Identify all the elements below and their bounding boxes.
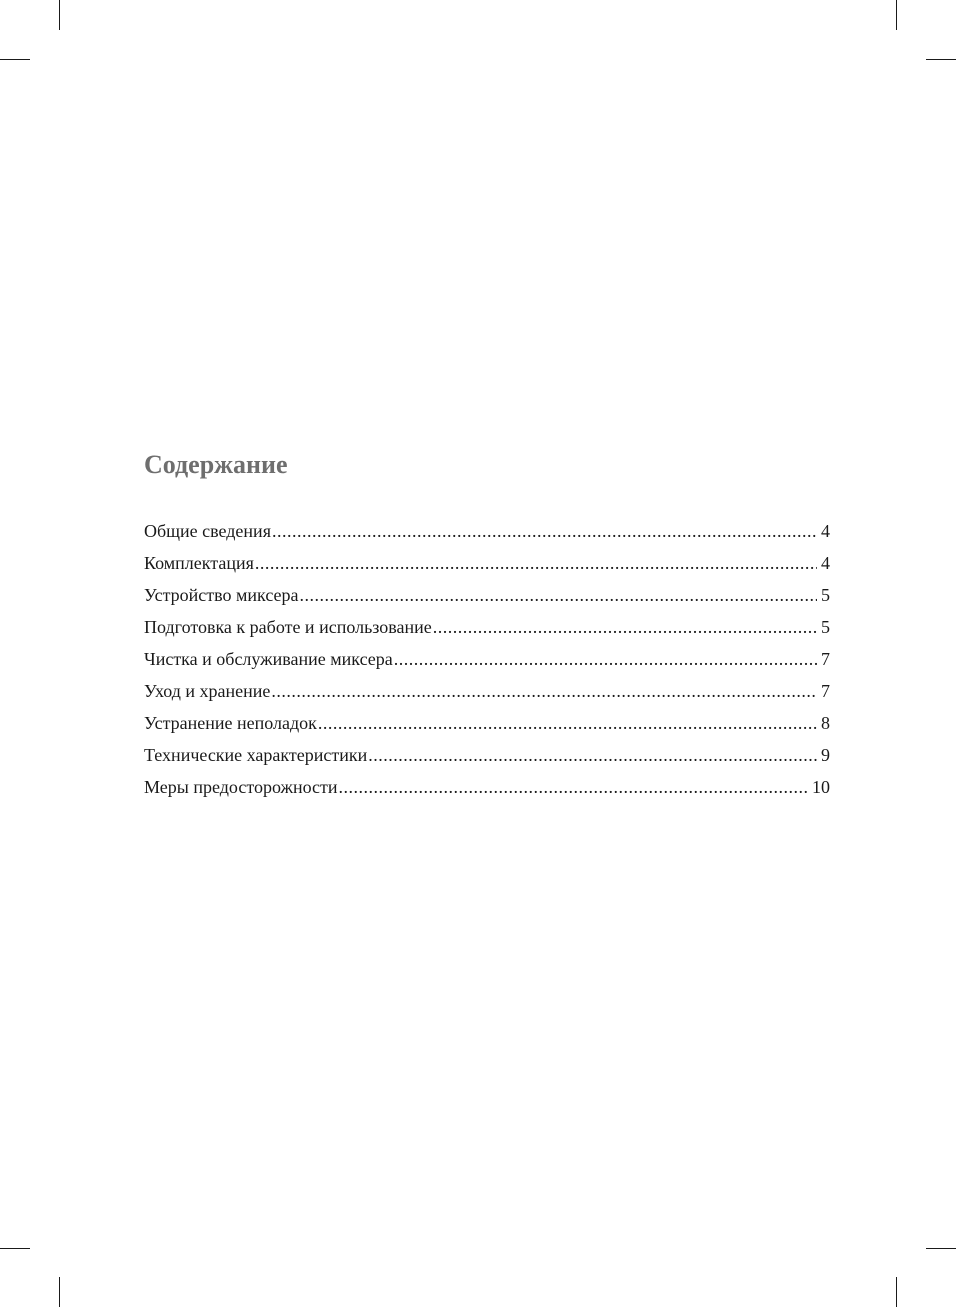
crop-mark-top-left-vertical — [59, 0, 60, 30]
toc-list — [144, 515, 830, 803]
toc-entry-page: 10 — [812, 777, 830, 797]
toc-entry-label: Общие сведения — [144, 521, 271, 541]
toc-entry[interactable] — [144, 707, 830, 739]
toc-dot-leader — [255, 547, 817, 579]
crop-mark-top-left-horizontal — [0, 59, 30, 60]
toc-title: Содержание — [144, 450, 288, 479]
toc-entry-page: 8 — [821, 713, 830, 733]
toc-entry-page: 7 — [821, 649, 830, 669]
toc-entry-page: 9 — [821, 745, 830, 765]
toc-dot-leader — [339, 771, 808, 803]
table-of-contents — [144, 448, 830, 803]
toc-dot-leader — [394, 643, 817, 675]
toc-entry-label: Меры предосторожности — [144, 777, 338, 797]
toc-entry-page: 4 — [821, 553, 830, 573]
toc-dot-leader — [271, 675, 817, 707]
toc-entry[interactable] — [144, 611, 830, 643]
toc-dot-leader — [433, 611, 817, 643]
toc-entry[interactable] — [144, 739, 830, 771]
toc-dot-leader — [368, 739, 817, 771]
toc-entry-label: Подготовка к работе и использование — [144, 617, 432, 637]
toc-entry-page: 5 — [821, 617, 830, 637]
toc-entry-label: Чистка и обслуживание миксера — [144, 649, 393, 669]
toc-entry-page: 4 — [821, 521, 830, 541]
toc-entry[interactable] — [144, 771, 830, 803]
crop-mark-bottom-right-vertical — [896, 1277, 897, 1307]
toc-entry[interactable] — [144, 547, 830, 579]
crop-mark-bottom-right-horizontal — [926, 1248, 956, 1249]
toc-entry-label: Устройство миксера — [144, 585, 299, 605]
toc-entry-page: 5 — [821, 585, 830, 605]
crop-mark-bottom-left-vertical — [59, 1277, 60, 1307]
toc-entry[interactable] — [144, 579, 830, 611]
toc-entry-page: 7 — [821, 681, 830, 701]
toc-entry[interactable] — [144, 643, 830, 675]
toc-entry[interactable] — [144, 675, 830, 707]
crop-mark-top-right-horizontal — [926, 59, 956, 60]
toc-entry[interactable] — [144, 515, 830, 547]
toc-entry-label: Уход и хранение — [144, 681, 271, 701]
toc-dot-leader — [300, 579, 817, 611]
toc-entry-label: Технические характеристики — [144, 745, 368, 765]
toc-entry-label: Устранение неполадок — [144, 713, 317, 733]
crop-mark-top-right-vertical — [896, 0, 897, 30]
crop-mark-bottom-left-horizontal — [0, 1248, 30, 1249]
toc-entry-label: Комплектация — [144, 553, 254, 573]
toc-dot-leader — [318, 707, 817, 739]
toc-dot-leader — [272, 515, 817, 547]
